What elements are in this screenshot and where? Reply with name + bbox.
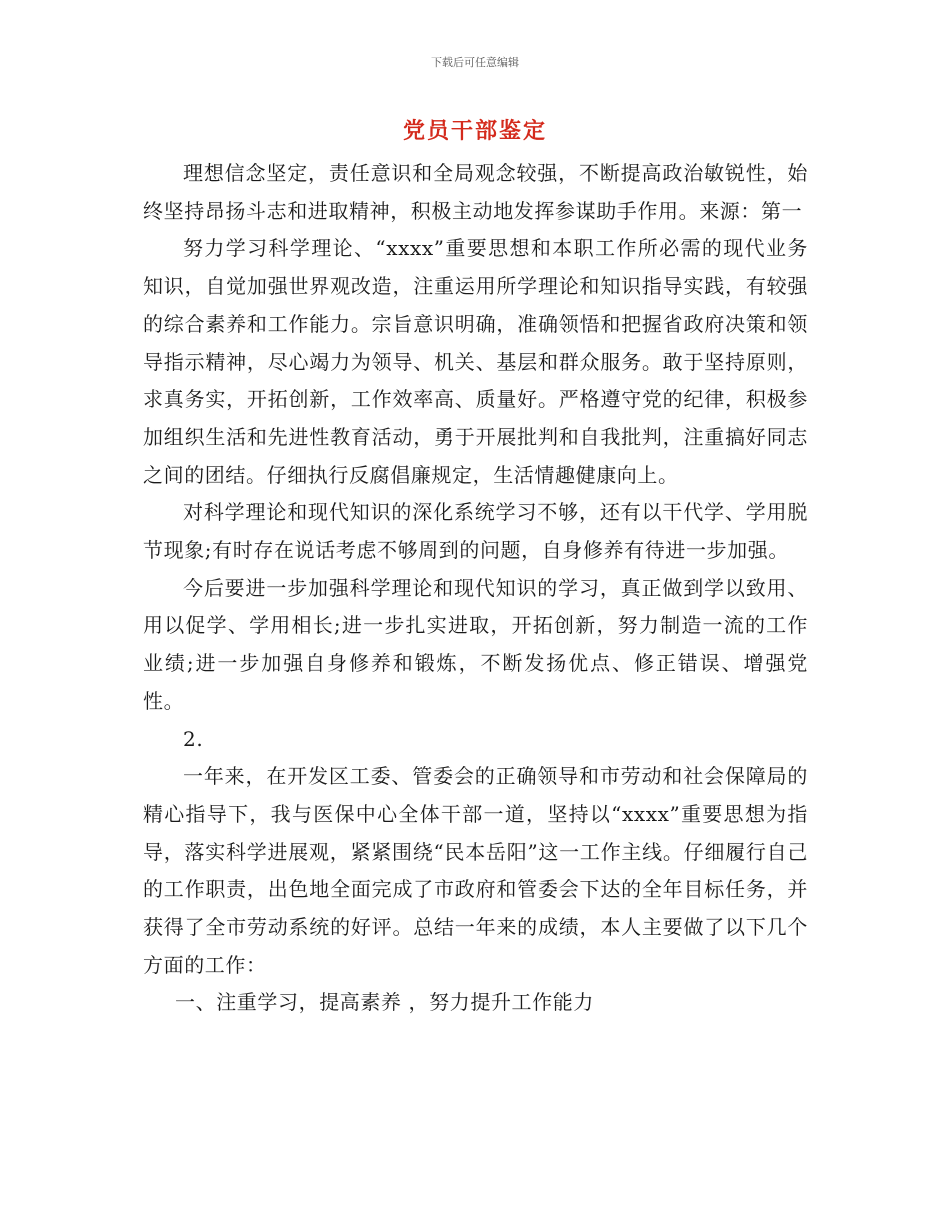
paragraph-2: 努力学习科学理论、“xxxx”重要思想和本职工作所必需的现代业务知识，自觉加强世界观改造，注重运用所学理论和知识指导实践，有较强的综合素养和工作能力。宗旨意识明确，准确领悟和把握省政府决策和领导指示精神，尽心竭力为领导、机关、基层和群众服务。敢于坚持原则，求真务实，开拓创新，工作效率高、质量好。严格遵守党的纪律，积极参加组织生活和先进性教育活动，勇于开展批判和自我批判，注重搞好同志之间的团结。仔细执行反腐倡廉规定，生活情趣健康向上。	[143, 236, 808, 487]
document-title: 党员干部鉴定	[402, 118, 547, 144]
document-body	[143, 155, 808, 1022]
paragraph-5: 一年来，在开发区工委、管委会的正确领导和市劳动和社会保障局的精心指导下，我与医保中心全体干部一道，坚持以“xxxx”重要思想为指导，落实科学进展观，紧紧围绕“民本岳阳”这一工作主线。仔细履行自己的工作职责，出色地全面完成了市政府和管委会下达的全年目标任务，并获得了全市劳动系统的好评。总结一年来的成绩，本人主要做了以下几个方面的工作：	[143, 764, 808, 977]
paragraph-3: 对科学理论和现代知识的深化系统学习不够，还有以干代学、学用脱节现象;有时存在说话考虑不够周到的问题，自身修养有待进一步加强。	[143, 500, 808, 563]
paragraph-4: 今后要进一步加强科学理论和现代知识的学习，真正做到学以致用、用以促学、学用相长;进一步扎实进取，开拓创新，努力制造一流的工作业绩;进一步加强自身修养和锻炼，不断发扬优点、修正错误、增强党性。	[143, 575, 808, 713]
paragraph-1: 理想信念坚定，责任意识和全局观念较强，不断提高政治敏锐性，始终坚持昂扬斗志和进取精神，积极主动地发挥参谋助手作用。来源：第一	[143, 161, 808, 223]
section-heading: 一、注重学习，提高素养 ，努力提升工作能力	[175, 990, 594, 1015]
section-number: 2.	[183, 726, 204, 751]
page-header-note: 下载后可任意编辑	[431, 56, 519, 69]
